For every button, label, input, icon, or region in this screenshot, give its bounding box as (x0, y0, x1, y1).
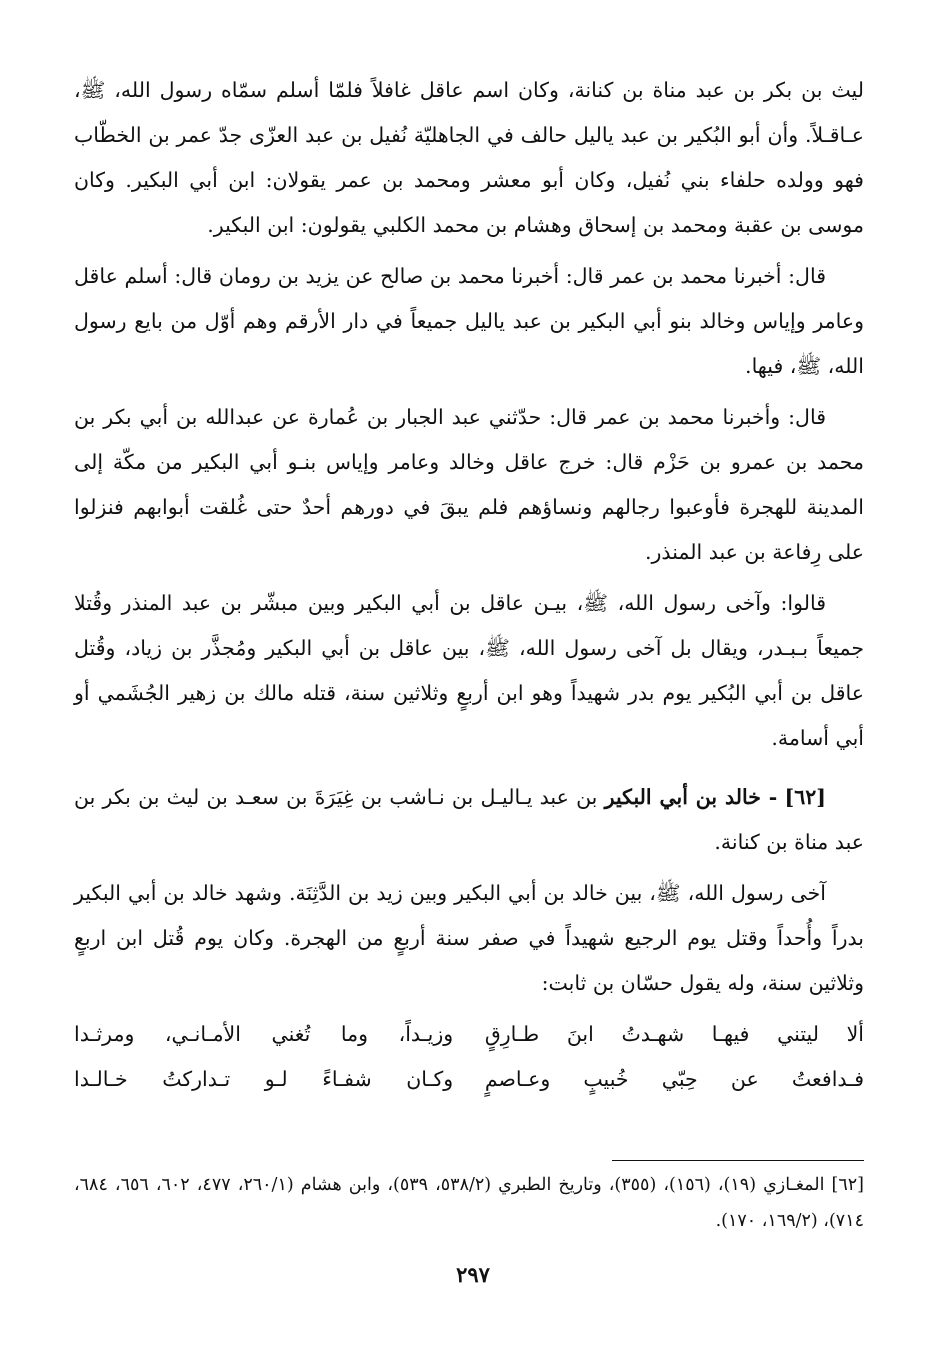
entry-paragraph: آخى رسول الله، ﷺ، بين خالد بن أبي البكير وبين زيد بن الدَّثِنَة. وشهد خالد بن أبي البكير بدراً وأُحداً وقتل يوم الرجيع شهيداً في صفر سنة أربعٍ من الهجرة. وكان يوم قُتل ابن اربعٍ وثلاثين سنة، وله يقول حسّان بن ثابت: (74, 881, 864, 995)
footnote: [٦٢] المغـازي (١٩)، (١٥٦)، (٣٥٥)، وتاريخ الطبري (٥٣٨/٢، ٥٣٩)، وابن هشام (٢٦٠/١، ٤٧٧، ٦٠٢، ٦٥٦، ٦٨٤، ٧١٤)، (١٦٩/٢، ١٧٠). (74, 1175, 864, 1231)
paragraph-2: قال: أخبرنا محمد بن عمر قال: أخبرنا محمد بن صالح عن يزيد بن رومان قال: أسلم عاقل وعامر وإياس وخالد بنو أبي البكير بن عبد ياليل جميعاً في دار الأرقم وهم أوّل من بايع رسول الله، ﷺ، فيها. (74, 264, 864, 378)
entry-number: [٦٢] (784, 785, 826, 809)
paragraph-1: ليث بن بكر بن عبد مناة بن كنانة، وكان اسم عاقل غافلاً فلمّا أسلم سمّاه رسول الله، ﷺ، عـاقـلاً. وأن أبو البُكير بن عبد ياليل حالف في الجاهليّة نُفيل بن عبد العزّى جدّ عمر بن الخطّاب فهو وولده حلفاء بني نُفيل، وكان أبو معشر ومحمد بن عمر يقولان: ابن أبي البكير. وكان موسى بن عقبة ومحمد بن إسحاق وهشام بن محمد الكلبي يقولون: ابن البكير. (74, 78, 864, 237)
paragraph-4: قالوا: وآخى رسول الله، ﷺ، بيـن عاقل بن أبي البكير وبين مبشّر بن عبد المنذر وقُتلا جميعاً بـبـدر، ويقال بل آخى رسول الله، ﷺ، بين عاقل بن أبي البكير ومُجذَّر بن زياد، وقُتل عاقل بن أبي البُكير يوم بدر شهيداً وهو ابن أربعٍ وثلاثين سنة، قتله مالك بن زهير الجُشَمي أو أبي أسامة. (74, 591, 864, 750)
entry-name: خالد بن أبي البكير (604, 785, 761, 809)
paragraph-3: قال: وأخبرنا محمد بن عمر قال: حدّثني عبد الجبار بن عُمارة عن عبدالله بن أبي بكر بن محمد بن عمرو بن حَزْم قال: خرج عاقل وخالد وعامر وإياس بنـو أبي البكير من مكّة إلى المدينة للهجرة فأوعبوا رجالهم ونساؤهم فلم يبقَ في دورهم أحدٌ حتى غُلقت أبوابهم فنزلوا على رِفاعة بن عبد المنذر. (74, 405, 865, 564)
footnotes (74, 1160, 864, 1239)
poem-verse (74, 1057, 864, 1102)
footnote-separator (612, 1160, 864, 1161)
verse-first-hemistich: فـدافعتُ عن حِبّي خُبيبٍ وعـاصمٍ (484, 1067, 864, 1091)
page-number: ٢٩٧ (456, 1262, 490, 1287)
verse-second-hemistich: وكـان شفـاءً لـو تـداركتُ خـالـدا (74, 1067, 454, 1091)
poem (74, 1012, 864, 1102)
poem-verse (74, 1012, 864, 1057)
verse-second-hemistich: وزيـداً، وما تُغني الأمـانـي، ومرثـدا (74, 1022, 454, 1046)
biography-entry: [٦٢] - خالد بن أبي البكير بن عبد يـاليـل بن نـاشب بن غِيَرَةَ بن سعـد بن ليث بن بكر بن عبد مناة بن كنانة. (74, 785, 864, 854)
verse-first-hemistich: ألا ليتني فيهـا شهـدتُ ابنَ طـارِقٍ (484, 1022, 864, 1046)
entry-lineage: بن عبد يـاليـل بن نـاشب بن غِيَرَةَ بن سعـد بن ليث بن بكر بن عبد مناة بن كنانة. (74, 785, 864, 854)
